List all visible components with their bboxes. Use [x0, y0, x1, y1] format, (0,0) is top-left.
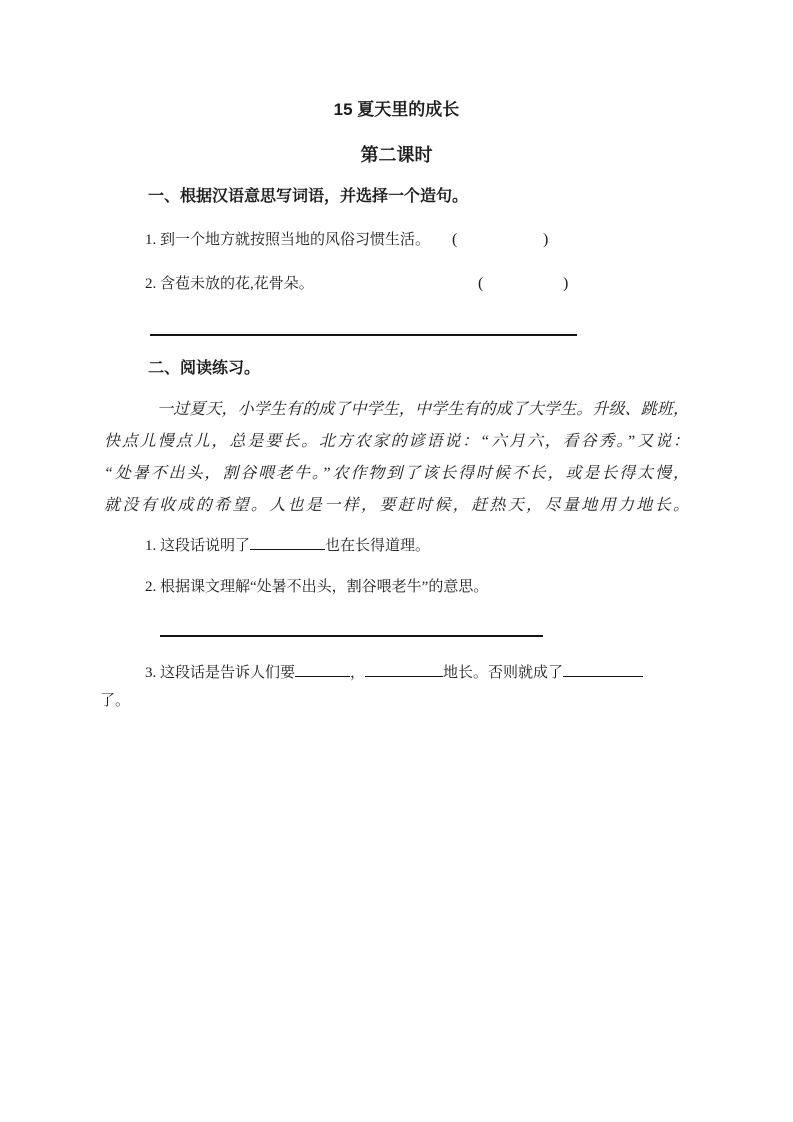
passage-line-3: “处暑不出头，割谷喂老牛。”农作物到了该长得时候不长，或是长得太慢，: [104, 465, 689, 482]
answer-paren-open-1: (: [452, 231, 458, 248]
question-1: [145, 534, 765, 558]
question-3-part2: 地长。否则就成了: [443, 665, 564, 681]
passage-line-1: 一过夏天，小学生有的成了中学生，中学生有的成了大学生。升级、跳班，: [157, 401, 689, 418]
definition-item-1: [145, 228, 745, 252]
page-title: 15 夏天里的成长: [333, 100, 460, 119]
fill-blank-q3-3: [563, 662, 643, 677]
question-1-prefix: 1. 这段话说明了: [145, 538, 251, 554]
reading-passage: [104, 394, 689, 522]
question-3-tail: 了。: [100, 693, 131, 709]
question-2: 2. 根据课文理解“处暑不出头，割谷喂老牛”的意思。: [145, 579, 489, 595]
definition-item-2-text: 2. 含苞未放的花,花骨朵。: [145, 276, 314, 292]
question-3: [145, 661, 765, 685]
passage-line-2: 快点儿慢点儿，总是要长。北方农家的谚语说：“六月六，看谷秀。”又说：: [104, 433, 689, 450]
definition-item-2: [145, 272, 745, 296]
lesson-subtitle: 第二课时: [360, 145, 433, 165]
fill-blank-q3-1: [295, 662, 350, 677]
section-2-heading: 二、阅读练习。: [148, 360, 261, 377]
passage-line-4: 就没有收成的希望。人也是一样，要赶时候，赶热天，尽量地用力地长。: [104, 497, 689, 514]
definition-item-1-text: 1. 到一个地方就按照当地的风俗习惯生活。: [145, 232, 431, 248]
fill-blank-q3-2: [365, 662, 443, 677]
question-1-suffix: 也在长得道理。: [325, 538, 431, 554]
answer-paren-close-2: ): [563, 275, 569, 292]
answer-paren-close-1: ): [543, 231, 549, 248]
question-3-part1: 3. 这段话是告诉人们要: [145, 665, 296, 681]
question-3-comma: ，: [350, 665, 366, 681]
answer-paren-open-2: (: [478, 275, 484, 292]
sentence-answer-line: [150, 334, 577, 336]
question-2-answer-line: [160, 635, 543, 637]
section-1-heading: 一、根据汉语意思写词语，并选择一个造句。: [148, 188, 469, 205]
fill-blank-q1: [250, 535, 325, 550]
